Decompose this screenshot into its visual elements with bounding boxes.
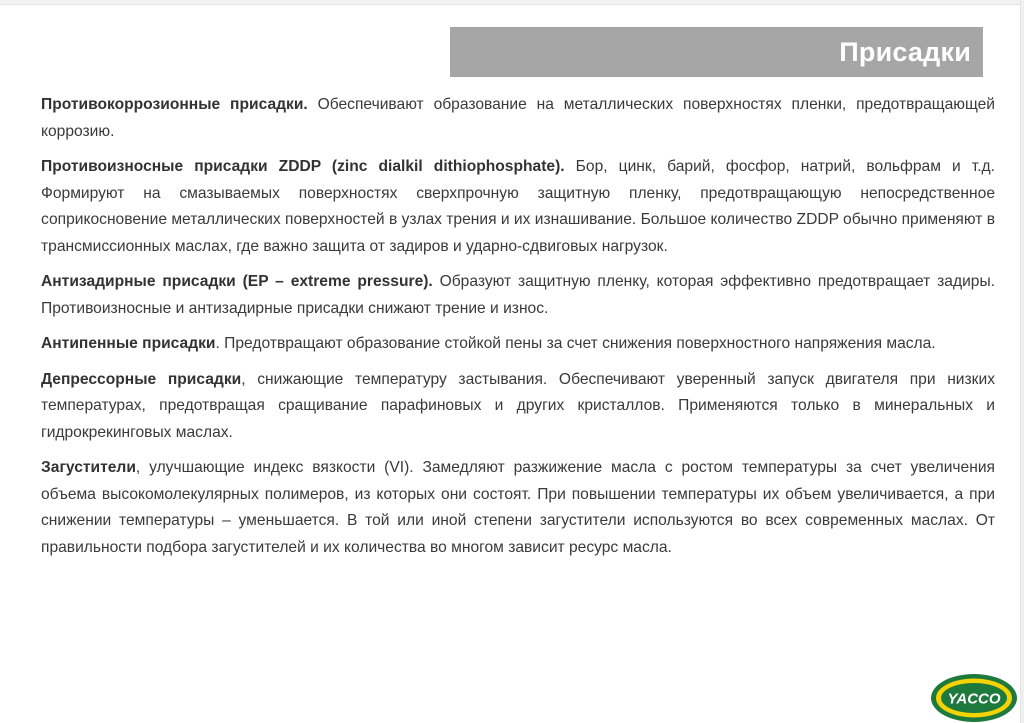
paragraph-antifoam bbox=[41, 331, 995, 358]
slide-right-edge bbox=[1020, 0, 1024, 723]
paragraph-text: Бор, цинк, барий, фосфор, натрий, вольфрам и т.д. Формируют на смазываемых поверхностях сверхпрочную защитную пленку, предотвращающую непосредственное соприкосновение металлических поверхностей в узлах трения и их изнашивание. Большое количество ZDDP обычно применяют в трансмиссионных маслах, где важно защита от задиров и ударно-сдвиговых нагрузок. bbox=[41, 158, 995, 255]
page-title: Присадки bbox=[839, 36, 971, 67]
paragraph-heading: Депрессорные присадки bbox=[41, 370, 242, 388]
paragraph-text: Обеспечивают образование на металлических поверхностях пленки, предотвращающей коррозию. bbox=[41, 96, 995, 140]
paragraph-thickeners bbox=[41, 455, 995, 561]
logo-text: YACCO bbox=[947, 690, 1001, 708]
paragraph-heading: Антипенные присадки bbox=[41, 335, 216, 352]
paragraph-heading: Антизадирные присадки (EP – extreme pressure). bbox=[41, 273, 433, 290]
yacco-logo bbox=[929, 671, 1019, 723]
paragraph-text: Образуют защитную пленку, которая эффективно предотвращает задиры. Противоизносные и антизадирные присадки снижают трение и износ. bbox=[41, 273, 995, 317]
paragraph-heading: Загустители bbox=[41, 459, 136, 476]
paragraph-antiwear bbox=[41, 154, 995, 260]
paragraph-extreme-pressure bbox=[41, 269, 995, 322]
paragraph-depressant bbox=[41, 367, 995, 447]
title-bar bbox=[450, 27, 983, 77]
slide-top-edge bbox=[0, 0, 1024, 5]
paragraph-text: . Предотвращают образование стойкой пены за счет снижения поверхностного напряжения масла. bbox=[215, 335, 936, 352]
slide-body bbox=[41, 92, 995, 570]
paragraph-text: , снижающие температуру застывания. Обеспечивают уверенный запуск двигателя при низких температурах, предотвращая сращивание парафиновых и других кристаллов. Применяются только в минеральных и гидрокрекинговых маслах. bbox=[41, 370, 995, 441]
paragraph-text: , улучшающие индекс вязкости (VI). Замедляют разжижение масла с ростом температуры за счет увеличения объема высокомолекулярных полимеров, из которых они состоят. При повышении температуры их объем увеличивается, а при снижении температуры – уменьшается. В той или иной степени загустители используются во всех современных маслах. От правильности подбора загустителей и их количества во многом зависит ресурс масла. bbox=[41, 459, 995, 556]
paragraph-heading: Противоизносные присадки ZDDP (zinc dialkil dithiophosphate). bbox=[41, 158, 565, 175]
paragraph-anticorrosion bbox=[41, 92, 995, 145]
paragraph-heading: Противокоррозионные присадки. bbox=[41, 96, 308, 113]
